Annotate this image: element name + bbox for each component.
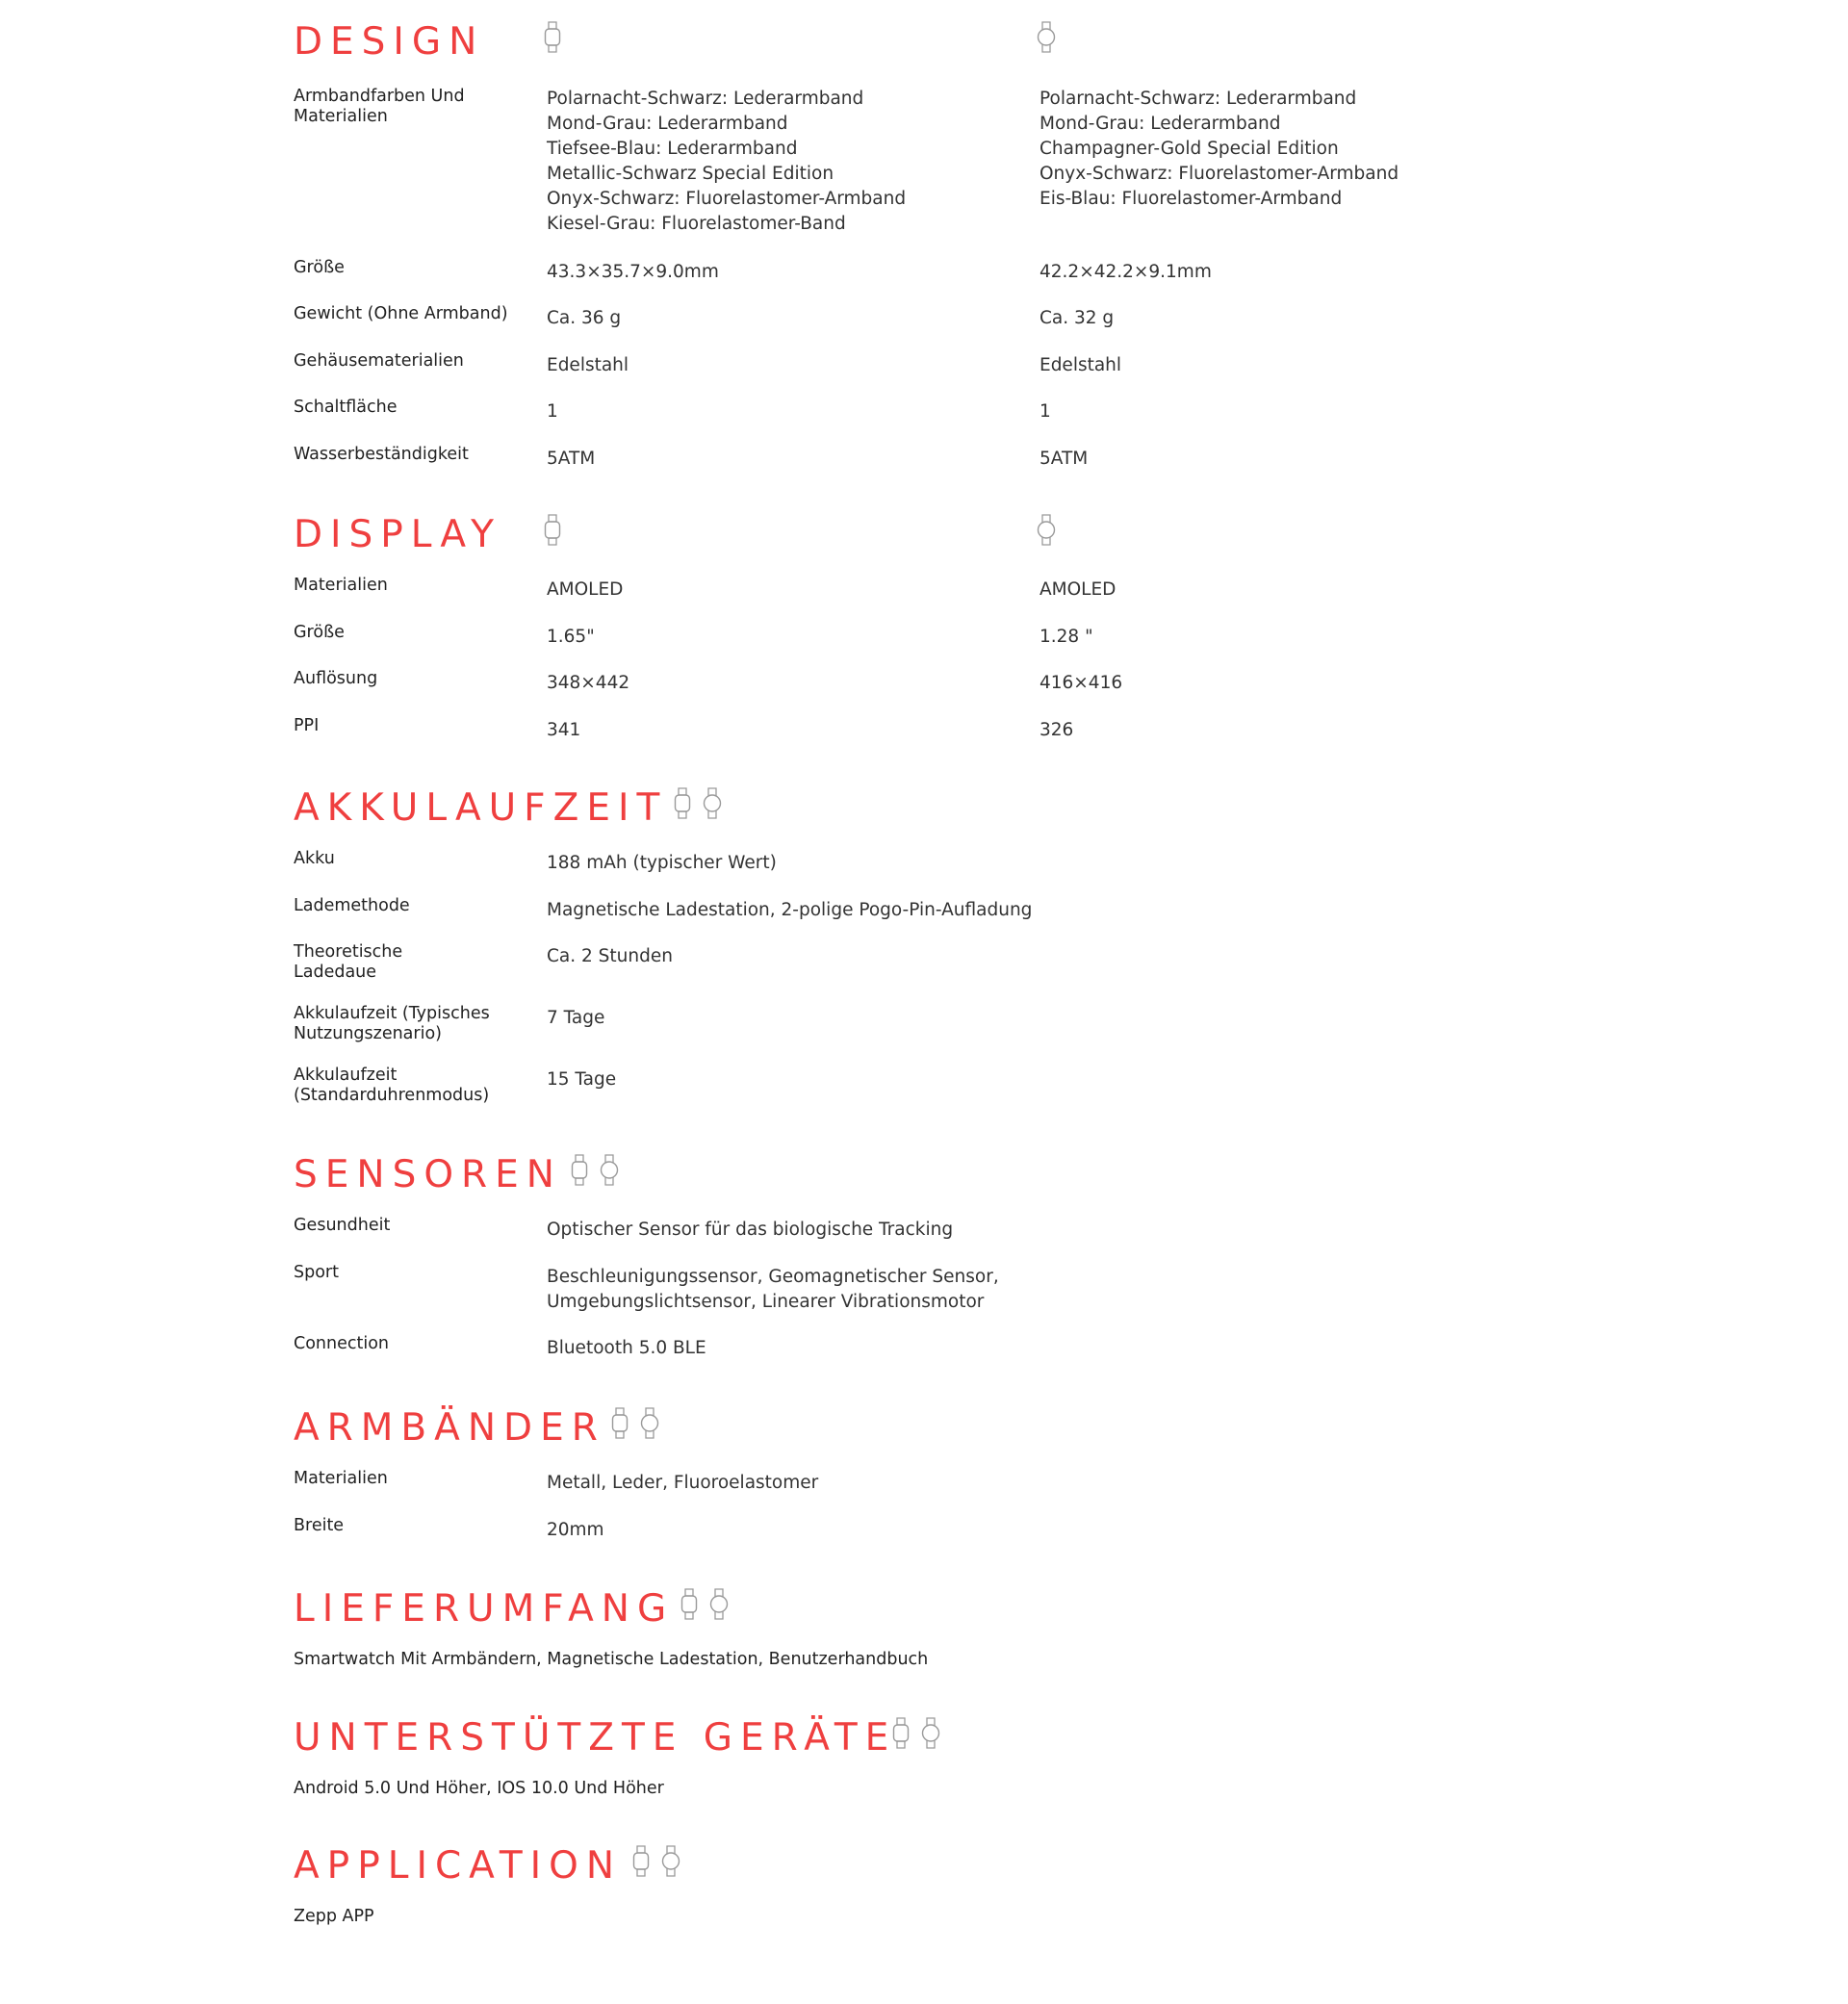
section-title-design: DESIGN	[294, 20, 485, 64]
section-design	[294, 20, 1848, 469]
section-application	[294, 1844, 1848, 1926]
spec-value-model-2: Ca. 32 g	[1040, 308, 1115, 328]
spec-label: Gewicht (Ohne Armband)	[294, 304, 508, 323]
spec-value-model-2: Edelstahl	[1040, 355, 1122, 375]
spec-value: Ca. 2 Stunden	[547, 946, 673, 966]
spec-value-model-1: 348×442	[547, 673, 630, 693]
watch-icons	[674, 787, 722, 819]
spec-value-model-1: Edelstahl	[547, 355, 629, 375]
spec-value-model-1: 341	[547, 720, 581, 740]
supported-devices-text: Android 5.0 Und Höher, IOS 10.0 Und Höher	[294, 1779, 664, 1798]
round-watch-icon	[709, 1588, 729, 1620]
section-straps	[294, 1406, 1848, 1540]
section-package	[294, 1587, 1848, 1669]
spec-value-model-2: Polarnacht-Schwarz: Lederarmband Mond-Grau: Lederarmband Champagner-Gold Special Edition Onyx-Schwarz: Fluorelastomer-Armband Eis-Blau: Fluorelastomer-Armband	[1040, 89, 1399, 209]
square-watch-icon	[611, 1407, 629, 1439]
spec-label: Akkulaufzeit (Typisches Nutzungszenario)	[294, 1004, 490, 1043]
spec-label: Größe	[294, 258, 345, 277]
round-watch-icon	[600, 1154, 619, 1186]
spec-label: Wasserbeständigkeit	[294, 445, 469, 464]
section-sensors	[294, 1153, 1848, 1358]
spec-label: Gesundheit	[294, 1216, 391, 1235]
spec-value-model-1: 43.3×35.7×9.0mm	[547, 262, 719, 282]
spec-label: Schaltfläche	[294, 398, 398, 417]
spec-label: Theoretische Ladedaue	[294, 942, 403, 982]
application-text: Zepp APP	[294, 1907, 374, 1926]
spec-value: Beschleunigungssensor, Geomagnetischer Sensor, Umgebungslichtsensor, Linearer Vibrationsmotor	[547, 1267, 999, 1312]
round-watch-icon	[1037, 21, 1056, 53]
spec-value-model-1: Ca. 36 g	[547, 308, 622, 328]
square-watch-icon	[571, 1154, 588, 1186]
section-title-devices: UNTERSTÜTZTE GERÄTE	[294, 1716, 897, 1760]
spec-value-model-1: 1.65"	[547, 627, 595, 647]
section-title-straps: ARMBÄNDER	[294, 1406, 605, 1450]
spec-value-model-1: 1	[547, 401, 558, 422]
square-watch-icon	[892, 1717, 910, 1749]
spec-label: Materialien	[294, 576, 388, 595]
spec-label: Armbandfarben Und Materialien	[294, 87, 465, 126]
section-title-sensors: SENSOREN	[294, 1153, 562, 1196]
spec-label: PPI	[294, 716, 320, 735]
spec-value-model-2: AMOLED	[1040, 579, 1116, 600]
spec-value-model-2: 326	[1040, 720, 1074, 740]
spec-label: Auflösung	[294, 669, 378, 688]
watch-icons	[680, 1588, 729, 1620]
spec-label: Größe	[294, 623, 345, 642]
spec-value: 15 Tage	[547, 1069, 617, 1090]
spec-value: 7 Tage	[547, 1008, 605, 1028]
section-battery	[294, 786, 1848, 1105]
spec-value: Bluetooth 5.0 BLE	[547, 1338, 706, 1358]
square-watch-icon	[544, 21, 561, 53]
round-watch-icon	[703, 787, 722, 819]
section-title-battery: AKKULAUFZEIT	[294, 786, 668, 830]
watch-icons	[632, 1845, 680, 1877]
watch-icons	[611, 1407, 659, 1439]
watch-icons	[892, 1717, 940, 1749]
spec-value-model-1: Polarnacht-Schwarz: Lederarmband Mond-Grau: Lederarmband Tiefsee-Blau: Lederarmband Metallic-Schwarz Special Edition Onyx-Schwarz: Fluorelastomer-Armband Kiesel-Grau: Fluorelastomer-Band	[547, 89, 907, 234]
spec-label: Akku	[294, 849, 335, 868]
square-watch-icon	[544, 514, 561, 546]
section-title-display: DISPLAY	[294, 513, 501, 556]
spec-value-model-1: 5ATM	[547, 449, 596, 469]
spec-value: Magnetische Ladestation, 2-polige Pogo-Pin-Aufladung	[547, 900, 1033, 920]
spec-value: Optischer Sensor für das biologische Tracking	[547, 1220, 954, 1240]
section-title-application: APPLICATION	[294, 1844, 623, 1888]
spec-value-model-1: AMOLED	[547, 579, 624, 600]
spec-value: Metall, Leder, Fluoroelastomer	[547, 1473, 819, 1493]
round-watch-icon	[640, 1407, 659, 1439]
spec-label: Materialien	[294, 1469, 388, 1488]
square-watch-icon	[632, 1845, 650, 1877]
spec-value: 188 mAh (typischer Wert)	[547, 853, 777, 873]
spec-value-model-2: 1	[1040, 401, 1051, 422]
spec-value: 20mm	[547, 1520, 604, 1540]
spec-label: Connection	[294, 1334, 390, 1353]
square-watch-icon	[674, 787, 691, 819]
spec-label: Gehäusematerialien	[294, 351, 464, 371]
section-display	[294, 513, 1848, 740]
spec-value-model-2: 416×416	[1040, 673, 1123, 693]
round-watch-icon	[661, 1845, 680, 1877]
package-contents: Smartwatch Mit Armbändern, Magnetische Ladestation, Benutzerhandbuch	[294, 1650, 929, 1669]
round-watch-icon	[921, 1717, 940, 1749]
spec-label: Akkulaufzeit (Standarduhrenmodus)	[294, 1066, 490, 1105]
section-title-package: LIEFERUMFANG	[294, 1587, 675, 1631]
spec-value-model-2: 5ATM	[1040, 449, 1089, 469]
spec-value-model-2: 42.2×42.2×9.1mm	[1040, 262, 1212, 282]
spec-value-model-2: 1.28 "	[1040, 627, 1093, 647]
square-watch-icon	[680, 1588, 698, 1620]
spec-label: Sport	[294, 1263, 339, 1282]
spec-label: Breite	[294, 1516, 345, 1535]
spec-label: Lademethode	[294, 896, 410, 915]
watch-icons	[571, 1154, 619, 1186]
round-watch-icon	[1037, 514, 1056, 546]
section-supported-devices	[294, 1716, 1848, 1798]
